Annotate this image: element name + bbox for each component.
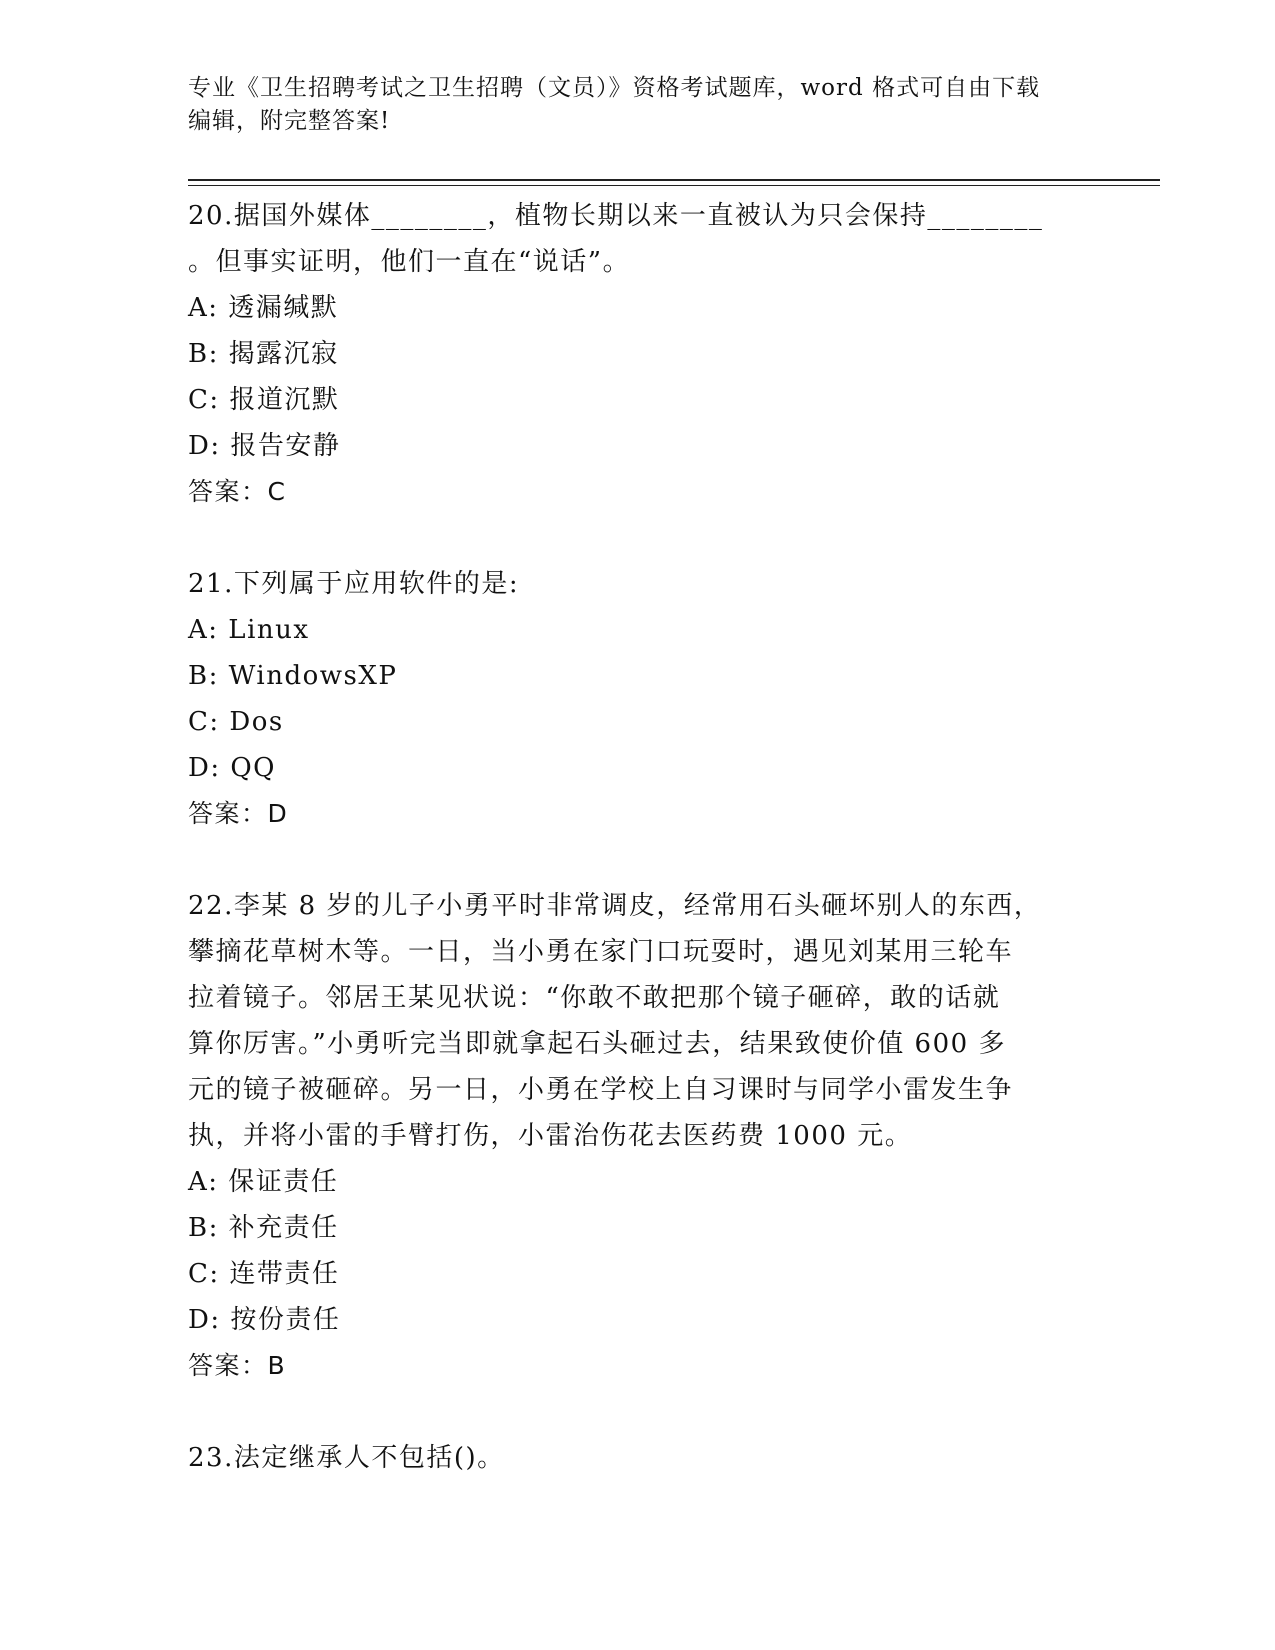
question-stem-line: 算你厉害。”小勇听完当即就拿起石头砸过去，结果致使价值 600 多 (188, 1029, 1006, 1059)
option-d: D: 报告安静 (188, 431, 341, 461)
option-b: B: WindowsXP (188, 661, 398, 691)
question-stem-line: 20.据国外媒体________，植物长期以来一直被认为只会保持________ (188, 201, 1044, 231)
header-line-2: 编辑，附完整答案! (188, 108, 391, 134)
question-list (188, 193, 1088, 1481)
header-line-1: 专业《卫生招聘考试之卫生招聘（文员）》资格考试题库，word 格式可自由下载 (188, 75, 1041, 101)
question-stem-line: 执，并将小雷的手臂打伤，小雷治伤花去医药费 1000 元。 (188, 1121, 913, 1151)
option-c: C: Dos (188, 707, 284, 737)
option-a: A: 透漏缄默 (188, 293, 339, 323)
question-stem-line: 。但事实证明，他们一直在“说话”。 (188, 247, 631, 277)
question-stem-line: 23.法定继承人不包括()。 (188, 1443, 505, 1473)
question-20 (188, 193, 1088, 515)
option-c: C: 连带责任 (188, 1259, 340, 1289)
option-d: D: QQ (188, 753, 277, 783)
option-d: D: 按份责任 (188, 1305, 341, 1335)
question-stem-line: 21.下列属于应用软件的是: (188, 569, 520, 599)
answer-line: 答案：D (188, 799, 289, 828)
header-divider-thin (188, 185, 1160, 186)
option-b: B: 补充责任 (188, 1213, 339, 1243)
question-23 (188, 1435, 1088, 1481)
option-a: A: 保证责任 (188, 1167, 339, 1197)
answer-line: 答案：B (188, 1351, 287, 1380)
option-b: B: 揭露沉寂 (188, 339, 339, 369)
spacer (188, 1389, 1088, 1435)
question-22 (188, 883, 1088, 1389)
question-stem-line: 22.李某 8 岁的儿子小勇平时非常调皮，经常用石头砸坏别人的东西， (188, 891, 1042, 921)
question-21 (188, 561, 1088, 837)
option-a: A: Linux (188, 615, 310, 645)
question-stem-line: 元的镜子被砸碎。另一日，小勇在学校上自习课时与同学小雷发生争 (188, 1075, 1014, 1105)
header-divider-thick (188, 179, 1160, 181)
question-stem-line: 拉着镜子。邻居王某见状说：“你敢不敢把那个镜子砸碎，敢的话就 (188, 983, 1001, 1013)
document-header (188, 72, 1088, 138)
spacer (188, 515, 1088, 561)
spacer (188, 837, 1088, 883)
option-c: C: 报道沉默 (188, 385, 340, 415)
question-stem-line: 攀摘花草树木等。一日，当小勇在家门口玩耍时，遇见刘某用三轮车 (188, 937, 1014, 967)
answer-line: 答案：C (188, 477, 287, 506)
